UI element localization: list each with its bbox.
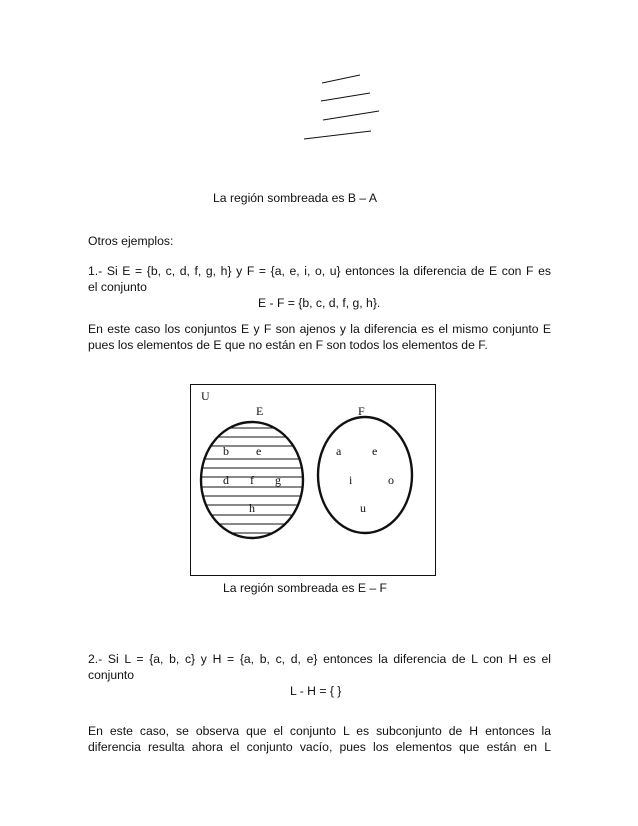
example2-explain-line1: En este caso, se observa que el conjunto L es subconjunto de H entonces la xyxy=(88,724,551,738)
set-e-label: E xyxy=(256,404,264,418)
f-element-i: i xyxy=(349,473,353,487)
caption-b-minus-a: La región sombreada es B – A xyxy=(213,191,377,205)
example2-line1: 2.- Si L = {a, b, c} y H = {a, b, c, d, e} entonces la diferencia de L con H es el xyxy=(88,652,551,666)
venn-diagram xyxy=(190,384,440,579)
e-element-b: b xyxy=(223,444,229,458)
hatch-line xyxy=(304,131,371,139)
e-element-f: f xyxy=(250,473,254,487)
set-f-label: F xyxy=(358,404,365,418)
f-element-u: u xyxy=(360,501,366,515)
caption-e-minus-f: La región sombreada es E – F xyxy=(223,581,387,595)
hatch-line xyxy=(323,111,379,120)
example1-line2: el conjunto xyxy=(88,280,147,294)
example1-result: E - F = {b, c, d, f, g, h}. xyxy=(258,296,381,310)
e-element-g: g xyxy=(275,473,281,487)
example2-result: L - H = { } xyxy=(290,684,342,698)
universe-label: U xyxy=(201,389,210,403)
f-element-o: o xyxy=(388,473,394,487)
example1-line1: 1.- Si E = {b, c, d, f, g, h} y F = {a, e, i, o, u} entonces la diferencia de E con F es xyxy=(88,264,551,278)
example2-explain-line2: diferencia resulta ahora el conjunto vacío, pues los elementos que están en L xyxy=(88,740,551,754)
example2-line2: conjunto xyxy=(88,668,135,682)
example1-explain-line1: En este caso los conjuntos E y F son ajenos y la diferencia es el mismo conjunto E xyxy=(88,322,551,336)
f-element-a: a xyxy=(336,444,342,458)
e-element-d: d xyxy=(223,473,229,487)
f-element-e: e xyxy=(372,444,378,458)
hatch-line xyxy=(322,75,360,83)
shading-fragment xyxy=(0,0,638,160)
example1-explain-line2: pues los elementos de E que no están en F son todos los elementos de F. xyxy=(88,338,488,352)
intro-text: Otros ejemplos: xyxy=(88,234,174,248)
e-element-h: h xyxy=(249,501,255,515)
hatch-line xyxy=(321,93,370,101)
e-element-e: e xyxy=(256,444,262,458)
